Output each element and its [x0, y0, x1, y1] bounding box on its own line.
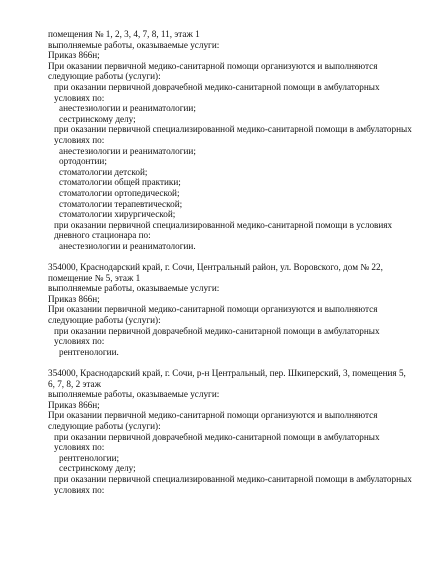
text-line: Приказ 866н;: [48, 50, 100, 61]
text-line: Приказ 866н;: [48, 293, 100, 304]
text-line: стоматологии терапевтической;: [59, 198, 183, 209]
paragraph-gap: [48, 251, 412, 262]
address-section: [48, 29, 412, 251]
text-line: стоматологии общей практики;: [59, 177, 181, 188]
text-line: рентгенологии.: [59, 346, 119, 357]
text-line: При оказании первичной медико-санитарной помощи организуются и выполняются следующие работы (услуги):: [48, 60, 378, 82]
text-line: 354000, Краснодарский край, г. Сочи, Центральный район, ул. Воровского, дом № 22, помещение № 5, этаж 1: [48, 262, 383, 283]
text-line: стоматологии ортопедической;: [59, 187, 180, 198]
text-line: стоматологии хирургической;: [59, 209, 176, 220]
text-line: ортодонтии;: [59, 156, 107, 167]
text-line: при оказании первичной доврачебной медико-санитарной помощи в амбулаторных условиях по:: [54, 431, 380, 453]
text-line: при оказании первичной доврачебной медико-санитарной помощи в амбулаторных условиях по:: [54, 81, 380, 103]
text-line: При оказании первичной медико-санитарной помощи организуются и выполняются следующие работы (услуги):: [48, 304, 378, 326]
text-line: анестезиологии и реаниматологии;: [59, 145, 196, 156]
text-line: выполняемые работы, оказываемые услуги:: [48, 283, 220, 294]
text-line: сестринскому делу;: [59, 113, 136, 124]
document-page: [48, 29, 412, 495]
text-line: помещения № 1, 2, 3, 4, 7, 8, 11, этаж 1: [48, 29, 200, 39]
address-section: [48, 262, 412, 357]
text-line: при оказании первичной специализированной медико-санитарной помощи в условиях дневного стационара по:: [54, 219, 393, 241]
text-line: выполняемые работы, оказываемые услуги:: [48, 389, 220, 400]
text-line: выполняемые работы, оказываемые услуги:: [48, 39, 220, 50]
text-line: анестезиологии и реаниматологии.: [59, 240, 196, 251]
text-line: анестезиологии и реаниматологии;: [59, 103, 196, 114]
text-line: Приказ 866н;: [48, 399, 100, 410]
address-section: [48, 368, 412, 495]
text-line: стоматологии детской;: [59, 166, 148, 177]
text-line: при оказании первичной специализированной медико-санитарной помощи в амбулаторных условиях по:: [54, 473, 412, 495]
paragraph-gap: [48, 357, 412, 368]
text-line: при оказании первичной доврачебной медико-санитарной помощи в амбулаторных условиях по:: [54, 325, 380, 347]
text-line: При оказании первичной медико-санитарной помощи организуются и выполняются следующие работы (услуги):: [48, 410, 378, 431]
text-line: 354000, Краснодарский край, г. Сочи, р-н Центральный, пер. Шкиперский, 3, помещения 5, 6, 7, 8, 2 этаж: [48, 368, 406, 389]
text-line: рентгенологии;: [59, 452, 120, 463]
text-line: при оказании первичной специализированной медико-санитарной помощи в амбулаторных условиях по:: [54, 124, 412, 145]
text-line: сестринскому делу;: [59, 463, 136, 474]
